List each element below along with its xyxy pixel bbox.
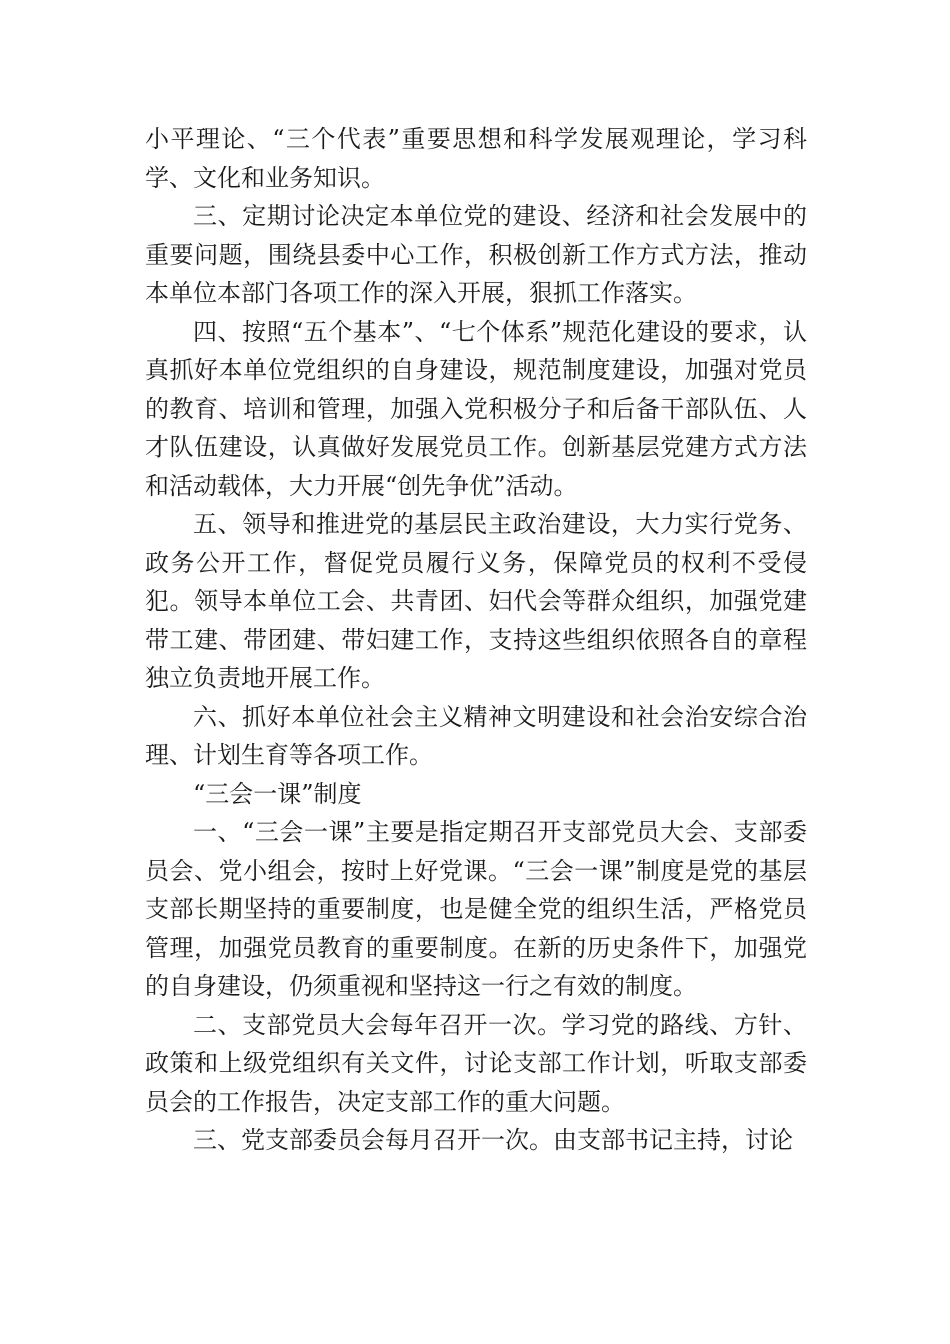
paragraph-item-3: 三、定期讨论决定本单位党的建设、经济和社会发展中的重要问题，围绕县委中心工作，积极创新工作方式方法，推动本单位本部门各项工作的深入开展，狠抓工作落实。 <box>145 202 807 307</box>
paragraph-item-4: 四、按照“五个基本”、“七个体系”规范化建设的要求，认真抓好本单位党组织的自身建设，规范制度建设，加强对党员的教育、培训和管理，加强入党积极分子和后备干部队伍、人才队伍建设，认真做好发展党员工作。创新基层党建方式方法和活动载体，大力开展“创先争优”活动。 <box>145 317 807 500</box>
paragraph-continued: 小平理论、“三个代表”重要思想和科学发展观理论，学习科学、文化和业务知识。 <box>145 125 807 192</box>
section-heading: “三会一课”制度 <box>193 779 362 808</box>
paragraph-rule-3: 三、党支部委员会每月召开一次。由支部书记主持，讨论 <box>193 1126 793 1154</box>
paragraph-item-5: 五、领导和推进党的基层民主政治建设，大力实行党务、政务公开工作，督促党员履行义务，保障党员的权利不受侵犯。领导本单位工会、共青团、妇代会等群众组织，加强党建带工建、带团建、带妇建工作，支持这些组织依照各自的章程独立负责地开展工作。 <box>145 510 807 692</box>
paragraph-rule-2: 二、支部党员大会每年召开一次。学习党的路线、方针、政策和上级党组织有关文件，讨论支部工作计划，听取支部委员会的工作报告，决定支部工作的重大问题。 <box>145 1010 807 1116</box>
document-body <box>145 120 807 1160</box>
paragraph-item-6: 六、抓好本单位社会主义精神文明建设和社会治安综合治理、计划生育等各项工作。 <box>145 702 807 769</box>
paragraph-rule-1: 一、“三会一课”主要是指定期召开支部党员大会、支部委员会、党小组会，按时上好党课。“三会一课”制度是党的基层支部长期坚持的重要制度，也是健全党的组织生活，严格党员管理，加强党员教育的重要制度。在新的历史条件下，加强党的自身建设，仍须重视和坚持这一行之有效的制度。 <box>145 818 807 1000</box>
